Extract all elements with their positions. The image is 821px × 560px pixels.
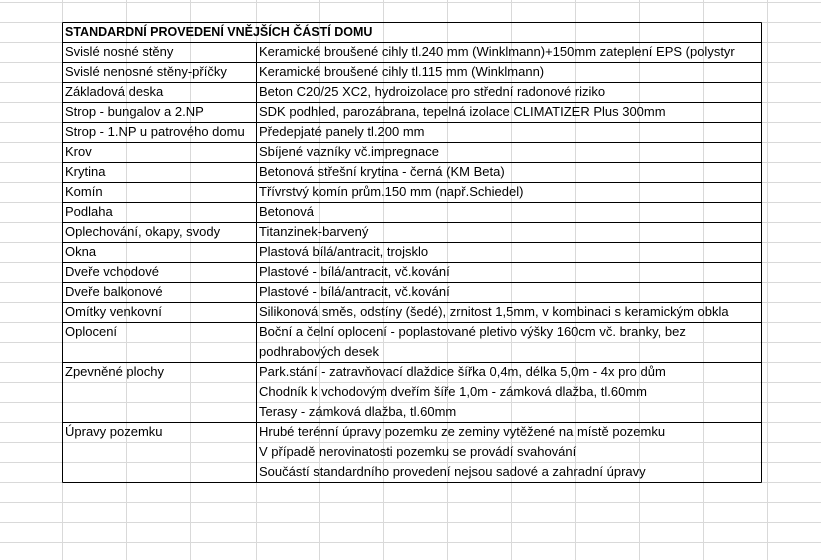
row-value-cell[interactable] <box>256 42 761 62</box>
row-value: Keramické broušené cihly tl.115 mm (Winklmann) <box>259 64 545 79</box>
row-label: Svislé nenosné stěny-příčky <box>65 64 227 79</box>
row-label: Komín <box>65 184 103 199</box>
row-value-cell[interactable] <box>256 202 761 222</box>
row-value: V případě nerovinatosti pozemku se provádí svahování <box>259 444 577 459</box>
row-label-cell[interactable] <box>62 122 256 142</box>
row-label-cell[interactable] <box>62 262 256 282</box>
row-value-cell[interactable] <box>256 182 761 202</box>
row-label-cell[interactable] <box>62 182 256 202</box>
row-label-cell[interactable] <box>62 102 256 122</box>
row-label-cell[interactable] <box>62 82 256 102</box>
row-value-cell[interactable] <box>256 402 761 422</box>
row-value: Betonová <box>259 204 314 219</box>
row-value: Součástí standardního provedení nejsou sadové a zahradní úpravy <box>259 464 646 479</box>
row-label: Základová deska <box>65 84 164 99</box>
row-label: Krov <box>65 144 92 159</box>
row-value: Plastová bílá/antracit, trojsklo <box>259 244 429 259</box>
row-value-cell[interactable] <box>256 282 761 302</box>
row-value-cell[interactable] <box>256 322 761 342</box>
row-label: Úpravy pozemku <box>65 424 163 439</box>
row-label-cell[interactable] <box>62 322 256 342</box>
row-label: Dveře balkonové <box>65 284 163 299</box>
row-label-cell[interactable] <box>62 302 256 322</box>
row-value: Hrubé terénní úpravy pozemku ze zeminy vytěžené na místě pozemku <box>259 424 666 439</box>
row-label: Strop - 1.NP u patrového domu <box>65 124 245 139</box>
row-value-cell[interactable] <box>256 102 761 122</box>
row-label-cell[interactable] <box>62 222 256 242</box>
row-value-cell[interactable] <box>256 442 761 462</box>
row-value: Beton C20/25 XC2, hydroizolace pro střední radonové riziko <box>259 84 606 99</box>
row-label: Oplocení <box>65 324 118 339</box>
table-title-cell[interactable] <box>62 22 761 42</box>
row-value: SDK podhled, parozábrana, tepelná izolace CLIMATIZER Plus 300mm <box>259 104 666 119</box>
row-label-cell[interactable] <box>62 42 256 62</box>
row-value: Park.stání - zatravňovací dlaždice šířka 0,4m, délka 5,0m - 4x pro dům <box>259 364 666 379</box>
row-label: Svislé nosné stěny <box>65 44 174 59</box>
row-value-cell[interactable] <box>256 362 761 382</box>
row-label: Dveře vchodové <box>65 264 159 279</box>
table-title: STANDARDNÍ PROVEDENÍ VNĚJŠÍCH ČÁSTÍ DOMU <box>65 25 373 39</box>
row-value-cell[interactable] <box>256 82 761 102</box>
row-label-cell[interactable] <box>62 142 256 162</box>
row-label-cell[interactable] <box>62 162 256 182</box>
row-label-cell[interactable] <box>62 362 256 382</box>
row-label: Zpevněné plochy <box>65 364 165 379</box>
row-value: Titanzinek-barvený <box>259 224 369 239</box>
row-value: Předepjaté panely tl.200 mm <box>259 124 425 139</box>
row-label: Okna <box>65 244 97 259</box>
row-label-cell[interactable] <box>62 282 256 302</box>
row-value-cell[interactable] <box>256 242 761 262</box>
row-label: Omítky venkovní <box>65 304 162 319</box>
row-value: Plastové - bílá/antracit, vč.kování <box>259 264 450 279</box>
row-value: podhrabových desek <box>259 344 379 359</box>
row-value: Plastové - bílá/antracit, vč.kování <box>259 284 450 299</box>
row-value-cell[interactable] <box>256 302 761 322</box>
row-value-cell[interactable] <box>256 142 761 162</box>
row-label-cell[interactable] <box>62 242 256 262</box>
row-label: Podlaha <box>65 204 113 219</box>
row-value: Keramické broušené cihly tl.240 mm (Winklmann)+150mm zateplení EPS (polystyr <box>259 44 735 59</box>
row-value: Silikonová směs, odstíny (šedé), zrnitost 1,5mm, v kombinaci s keramickým obkla <box>259 304 729 319</box>
row-value: Terasy - zámková dlažba, tl.60mm <box>259 404 457 419</box>
row-value-cell[interactable] <box>256 122 761 142</box>
row-value: Betonová střešní krytina - černá (KM Beta) <box>259 164 505 179</box>
row-value: Chodník k vchodovým dveřím šíře 1,0m - zámková dlažba, tl.60mm <box>259 384 647 399</box>
row-label: Krytina <box>65 164 106 179</box>
row-label: Oplechování, okapy, svody <box>65 224 221 239</box>
row-value-cell[interactable] <box>256 262 761 282</box>
row-value-cell[interactable] <box>256 382 761 402</box>
row-label-cell[interactable] <box>62 422 256 442</box>
row-value-cell[interactable] <box>256 342 761 362</box>
row-value: Třívrstvý komín prům.150 mm (např.Schiedel) <box>259 184 524 199</box>
row-value: Sbíjené vazníky vč.impregnace <box>259 144 439 159</box>
row-label-cell[interactable] <box>62 202 256 222</box>
row-label-cell[interactable] <box>62 62 256 82</box>
row-value-cell[interactable] <box>256 422 761 442</box>
row-value-cell[interactable] <box>256 462 761 482</box>
row-label: Strop - bungalov a 2.NP <box>65 104 204 119</box>
row-value: Boční a čelní oplocení - poplastované pletivo výšky 160cm vč. branky, bez <box>259 324 686 339</box>
row-value-cell[interactable] <box>256 222 761 242</box>
row-value-cell[interactable] <box>256 62 761 82</box>
row-value-cell[interactable] <box>256 162 761 182</box>
